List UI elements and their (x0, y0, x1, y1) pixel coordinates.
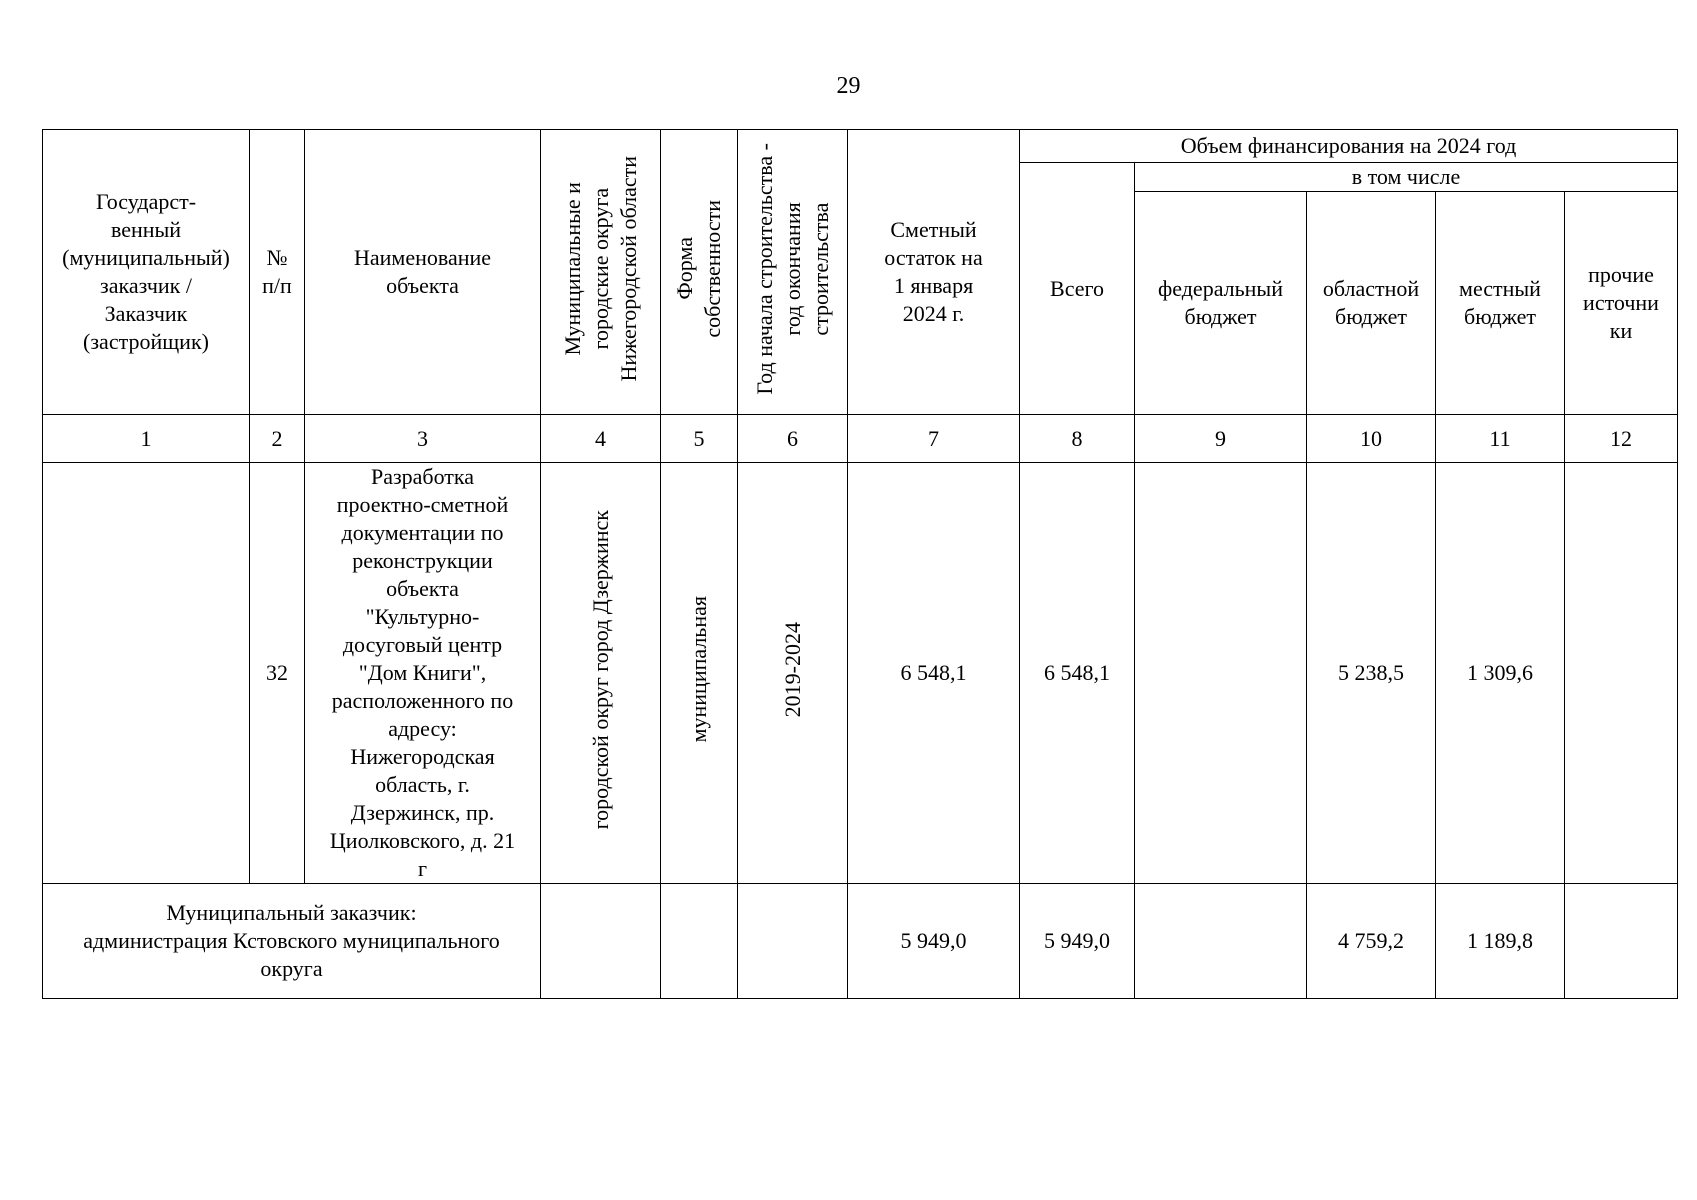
column-number: 5 (661, 415, 738, 463)
header-ownership: Форма собственности (661, 130, 738, 415)
row-customer (43, 463, 250, 884)
header-federal: федеральный бюджет (1135, 192, 1307, 415)
customer-row-total: 5 949,0 (1020, 884, 1135, 999)
column-number: 3 (305, 415, 541, 463)
header-estimate-balance: Сметный остаток на 1 января 2024 г. (848, 130, 1020, 415)
table-row (43, 463, 1678, 884)
column-number: 11 (1436, 415, 1565, 463)
row-local: 1 309,6 (1436, 463, 1565, 884)
customer-row-ownership (661, 884, 738, 999)
row-regional: 5 238,5 (1307, 463, 1436, 884)
header-customer: Государст- венный (муниципальный) заказчик / Заказчик (застройщик) (43, 130, 250, 415)
row-number: 32 (250, 463, 305, 884)
customer-row-local: 1 189,8 (1436, 884, 1565, 999)
header-district: Муниципальные и городские округа Нижегородской области (541, 130, 661, 415)
financing-table (42, 129, 1678, 999)
row-other (1565, 463, 1678, 884)
column-number: 9 (1135, 415, 1307, 463)
header-total: Всего (1020, 163, 1135, 415)
customer-row-estimate-balance: 5 949,0 (848, 884, 1020, 999)
customer-row-other (1565, 884, 1678, 999)
column-numbers-row (43, 415, 1678, 463)
column-number: 4 (541, 415, 661, 463)
row-estimate-balance: 6 548,1 (848, 463, 1020, 884)
header-object-name: Наименование объекта (305, 130, 541, 415)
row-total: 6 548,1 (1020, 463, 1135, 884)
header-local: местный бюджет (1436, 192, 1565, 415)
customer-row (43, 884, 1678, 999)
row-district: городской округ город Дзержинск (541, 463, 661, 884)
row-years: 2019-2024 (738, 463, 848, 884)
customer-row-federal (1135, 884, 1307, 999)
customer-row-district (541, 884, 661, 999)
row-ownership: муниципальная (661, 463, 738, 884)
customer-row-regional: 4 759,2 (1307, 884, 1436, 999)
header-including: в том числе (1135, 163, 1678, 192)
column-number: 8 (1020, 415, 1135, 463)
row-federal (1135, 463, 1307, 884)
column-number: 1 (43, 415, 250, 463)
column-number: 2 (250, 415, 305, 463)
header-other: прочие источни ки (1565, 192, 1678, 415)
row-object-name: Разработка проектно-сметной документации по реконструкции объекта "Культурно- досуговый центр "Дом Книги", расположенного по адресу: Нижегородская область, г. Дзержинск, пр. Циолковского, д. 21 г (305, 463, 541, 884)
header-regional: областной бюджет (1307, 192, 1436, 415)
header-years: Год начала строительства - год окончания строительства (738, 130, 848, 415)
column-number: 6 (738, 415, 848, 463)
header-row-1 (43, 130, 1678, 163)
header-number: № п/п (250, 130, 305, 415)
page-number: 29 (836, 73, 861, 99)
customer-row-label: Муниципальный заказчик: администрация Кстовского муниципального округа (43, 884, 541, 999)
column-number: 7 (848, 415, 1020, 463)
customer-row-years (738, 884, 848, 999)
column-number: 12 (1565, 415, 1678, 463)
column-number: 10 (1307, 415, 1436, 463)
header-financing-title: Объем финансирования на 2024 год (1020, 130, 1678, 163)
